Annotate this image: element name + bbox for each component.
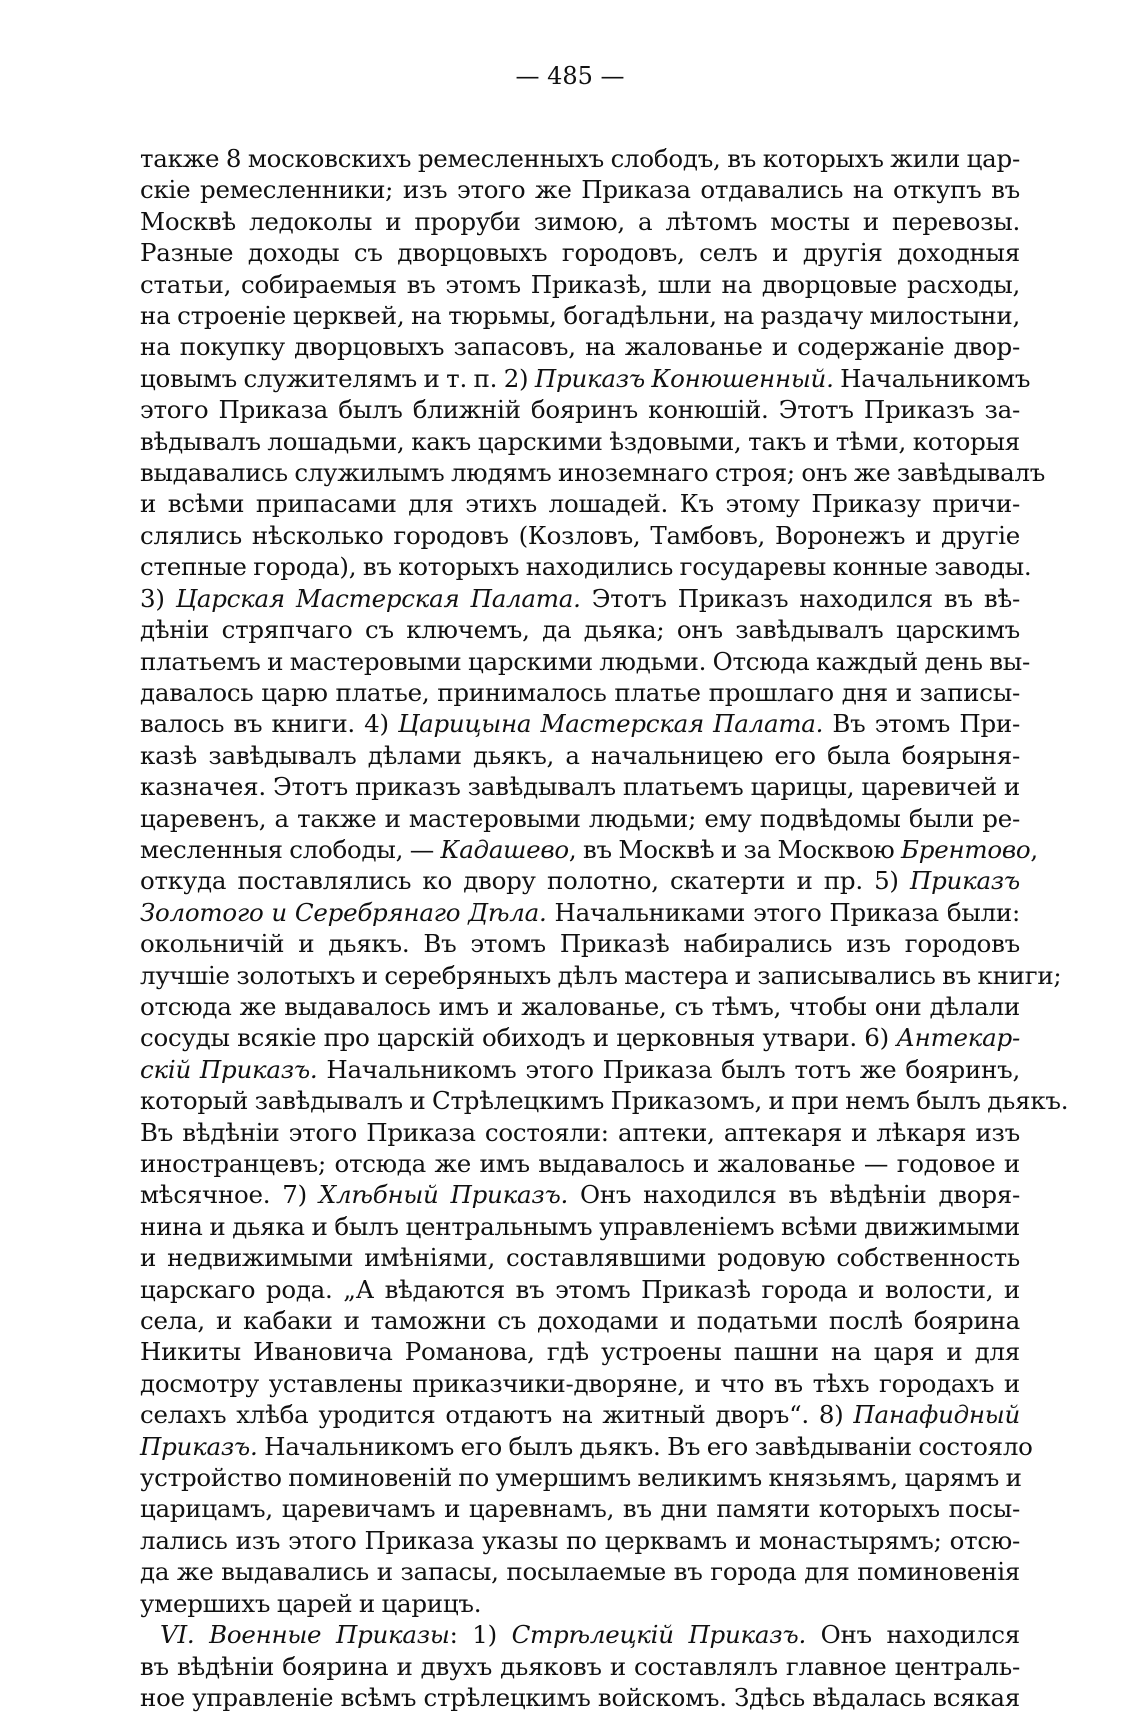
text-line (140, 897, 1020, 928)
text-run: мѣсячное. 7) (140, 1180, 319, 1210)
text-line (140, 583, 1020, 614)
text-run: на покупку дворцовыхъ запасовъ, на жалованье и содержаніе двор- (140, 332, 1020, 362)
text-line (140, 551, 1032, 582)
text-line (140, 1556, 1020, 1587)
text-run: царскаго рода. „А вѣдаются въ этомъ Приказѣ города и волости, и (140, 1274, 1020, 1304)
text-run: казѣ завѣдывалъ дѣлами дьякъ, а начальницею его была боярыня- (140, 740, 1020, 770)
text-line (140, 1211, 1020, 1242)
text-line (140, 1148, 1020, 1179)
text-run: этого Приказа былъ ближній бояринъ конюшій. Этотъ Приказъ за- (140, 395, 1020, 425)
text-run: Онъ находился (805, 1620, 1020, 1650)
text-run: иностранцевъ; отсюда же имъ выдавалось и жалованье — годовое и (140, 1149, 1020, 1178)
text-line (140, 1054, 1020, 1085)
text-run: вѣдывалъ лошадьми, какъ царскими ѣздовыми, такъ и тѣми, которыя (140, 426, 1020, 456)
text-run: царевенъ, а также и мастеровыми людьми; ему подвѣдомы были ре- (140, 803, 1020, 833)
text-run: и всѣми припасами для этихъ лошадей. Къ этому Приказу причи- (140, 489, 1020, 519)
text-line (140, 300, 1020, 331)
text-run: Начальникомъ его былъ дьякъ. Въ его завѣдываніи состояло (257, 1431, 1033, 1461)
text-run: досмотру уставлены приказчики-дворяне, и что въ тѣхъ городахъ и (140, 1368, 1020, 1398)
text-line (140, 1619, 1020, 1650)
text-line (140, 457, 1046, 488)
text-run: селахъ хлѣба уродится отдаютъ на житный дворъ“. 8) (140, 1400, 854, 1430)
italic-term: скій Приказъ. (140, 1054, 318, 1084)
italic-term: Кадашево (440, 834, 569, 864)
text-line (140, 1274, 1020, 1305)
text-run: нина и дьяка и былъ центральнымъ управленіемъ всѣми движимыми (140, 1211, 1020, 1241)
text-run: сосуды всякіе про царскій обиходъ и церковныя утвари. 6) (140, 1023, 897, 1053)
text-run: въ вѣдѣніи боярина и двухъ дьяковъ и составлялъ главное централь- (140, 1651, 1020, 1681)
text-line (140, 771, 1020, 802)
text-line (140, 960, 1062, 991)
text-run: давалось царю платье, принималось платье прошлаго дня и записы- (140, 677, 1020, 707)
text-run: Москвѣ ледоколы и проруби зимою, а лѣтомъ мосты и перевозы. (140, 206, 1020, 236)
italic-term: Панафидный (853, 1400, 1020, 1430)
text-line (140, 834, 1038, 865)
text-line (140, 1117, 1020, 1148)
text-run: умершихъ царей и царицъ. (140, 1588, 482, 1618)
text-line (140, 1179, 1020, 1210)
text-line (140, 928, 1020, 959)
italic-term: Хлѣбный Приказъ. (318, 1180, 569, 1210)
text-run: слялись нѣсколько городовъ (Козловъ, Тамбовъ, Воронежъ и другіе (140, 520, 1020, 550)
text-run: царицамъ, царевичамъ и царевнамъ, въ дни памяти которыхъ посы- (140, 1494, 1020, 1524)
text-run: Этотъ Приказъ находился въ вѣ- (580, 583, 1021, 613)
text-run: цовымъ служителямъ и т. п. 2) (140, 363, 535, 393)
italic-term: Брентово (901, 834, 1031, 864)
text-line (140, 1022, 1020, 1053)
text-line (140, 1651, 1020, 1682)
italic-term: Антекар- (896, 1023, 1020, 1053)
text-run: также 8 московскихъ ремесленныхъ слободъ, въ которыхъ жили цар- (140, 144, 1020, 173)
text-run: и недвижимыми имѣніями, составлявшими родовую собственность (140, 1243, 1020, 1273)
text-run: откуда поставлялись ко двору полотно, скатерти и пр. 5) (140, 866, 910, 896)
text-line (140, 237, 1020, 268)
text-run: устройство поминовеній по умершимъ великимъ князьямъ, царямъ и (140, 1463, 1022, 1493)
text-run: валось въ книги. 4) (140, 709, 399, 739)
text-line (140, 1399, 1020, 1430)
italic-term: VI. Военные Приказы (160, 1620, 450, 1650)
italic-term: Приказъ Конюшенный. (534, 363, 834, 393)
text-run: ное управленіе всѣмъ стрѣлецкимъ войскомъ. Здѣсь вѣдалась всякая (140, 1682, 1020, 1712)
text-run: лучшіе золотыхъ и серебряныхъ дѣлъ мастера и записывались въ книги; (140, 960, 1062, 990)
text-line (140, 488, 1020, 519)
italic-term: Золотого и Серебрянаго Дѣла. (140, 897, 547, 927)
text-line (140, 1588, 1020, 1619)
text-line (140, 803, 1020, 834)
italic-term: Царская Мастерская Палата. (175, 583, 581, 613)
text-line (140, 143, 1020, 174)
text-run: Начальникомъ (833, 363, 1031, 393)
text-line (140, 363, 1031, 394)
text-line (140, 520, 1020, 551)
text-line (140, 1242, 1020, 1273)
text-line (140, 1368, 1020, 1399)
text-run: лались изъ этого Приказа указы по церквамъ и монастырямъ; отсю- (140, 1525, 1020, 1555)
text-run: месленныя слободы, — (140, 834, 441, 864)
text-line (140, 865, 1020, 896)
page-number: — 485 — (515, 62, 625, 90)
text-line (140, 174, 1020, 205)
body-text (140, 143, 1069, 1713)
text-run: Онъ находился въ вѣдѣніи дворя- (568, 1180, 1020, 1210)
text-run: села, и кабаки и таможни съ доходами и податьми послѣ боярина (140, 1306, 1020, 1336)
italic-term: Приказъ (909, 866, 1020, 896)
italic-term: Приказъ. (140, 1431, 258, 1461)
text-run: Никиты Ивановича Романова, гдѣ устроены пашни на царя и для (140, 1337, 1020, 1367)
text-line (140, 426, 1020, 457)
text-run: платьемъ и мастеровыми царскими людьми. Отсюда каждый день вы- (140, 646, 1031, 676)
text-line (140, 1462, 1020, 1493)
text-line (140, 394, 1020, 425)
text-run: выдавались служилымъ людямъ иноземнаго строя; онъ же завѣдывалъ (140, 458, 1046, 488)
text-line (140, 991, 1020, 1022)
text-line (140, 677, 1020, 708)
text-line (140, 331, 1020, 362)
text-run: : 1) (449, 1620, 512, 1650)
text-line (140, 740, 1020, 771)
text-run: дѣніи стряпчаго съ ключемъ, да дьяка; онъ завѣдывалъ царскимъ (140, 615, 1020, 645)
text-line (140, 1493, 1020, 1524)
text-run: , въ Москвѣ и за Москвою (568, 834, 902, 864)
italic-term: Царицына Мастерская Палата. (398, 709, 824, 739)
text-run: , (1030, 834, 1038, 864)
text-run: скіе ремесленники; изъ этого же Приказа отдавались на откупъ въ (140, 175, 1020, 205)
text-run: отсюда же выдавалось имъ и жалованье, съ тѣмъ, чтобы они дѣлали (140, 991, 1020, 1021)
text-run: Разные доходы съ дворцовыхъ городовъ, селъ и другія доходныя (140, 238, 1020, 268)
text-run: степные города), въ которыхъ находились государевы конные заводы. (140, 552, 1032, 582)
text-line (140, 614, 1020, 645)
text-run: 3) (140, 583, 176, 613)
text-run: Въ вѣдѣніи этого Приказа состояли: аптеки, аптекаря и лѣкаря изъ (140, 1117, 1020, 1147)
text-line (140, 708, 1020, 739)
text-line (140, 206, 1020, 237)
text-run: который завѣдывалъ и Стрѣлецкимъ Приказомъ, и при немъ былъ дьякъ. (140, 1086, 1069, 1116)
text-run: окольничій и дьякъ. Въ этомъ Приказѣ набирались изъ городовъ (140, 929, 1020, 959)
text-run: да же выдавались и запасы, посылаемые въ города для поминовенія (140, 1557, 1020, 1587)
text-line (140, 1336, 1020, 1367)
text-run: казначея. Этотъ приказъ завѣдывалъ платьемъ царицы, царевичей и (140, 772, 1020, 802)
text-run: на строеніе церквей, на тюрьмы, богадѣльни, на раздачу милостыни, (140, 301, 1020, 331)
text-line (140, 646, 1031, 677)
text-line (140, 1525, 1020, 1556)
text-run: Начальниками этого Приказа были: (546, 897, 1020, 927)
text-run: статьи, собираемыя въ этомъ Приказѣ, шли на дворцовые расходы, (140, 269, 1020, 299)
text-line (140, 1305, 1020, 1336)
text-line (140, 1431, 1033, 1462)
text-line (140, 1682, 1020, 1713)
text-line (140, 1085, 1069, 1116)
italic-term: Стрѣлецкій Приказъ. (511, 1620, 806, 1650)
text-run: Въ этомъ При- (823, 709, 1020, 739)
text-line (140, 269, 1020, 300)
text-run: Начальникомъ этого Приказа былъ тотъ же бояринъ, (317, 1054, 1020, 1084)
